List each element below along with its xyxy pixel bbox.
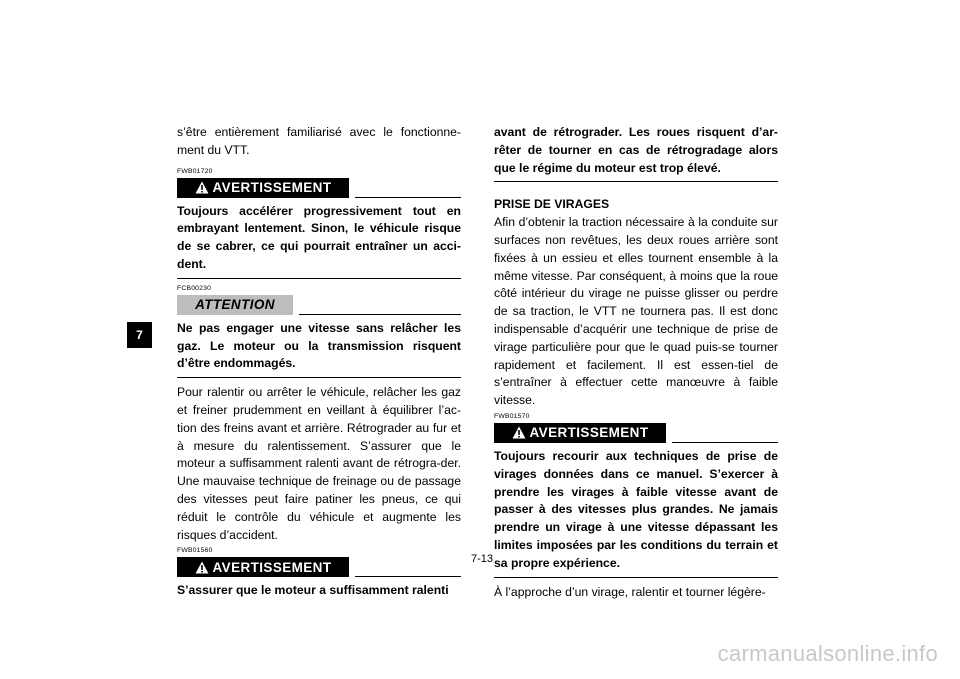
warning-code: FWB01720 [177,167,213,175]
right-column [494,124,778,601]
page-number: 7-13 [470,553,494,565]
attention-text: Ne pas engager une vitesse sans relâcher les gaz. Le moteur ou la transmission risquent d’être endommagés. [177,320,461,371]
chapter-tab: 7 [127,322,152,348]
watermark: carmanualsonline.info [717,641,938,666]
body-text: Afin d’obtenir la traction nécessaire à la conduite sur surfaces non revêtues, les deux roues arrière sont fixées à un essieu et elles tournent ensemble à la même vitesse. Par conséquent, à moins que la roue côté intérieur du virage ne puisse glisser ou perdre de sa traction, le VTT ne tournera pas. Il est donc indispensable d’acquérir une technique de prise de virage particulière pour que le quad puis-se tourner rapidement et facilement. Il est essen-tiel de s’entraîner à effectuer cette manœuvre à faible vitesse. [494,215,778,408]
warning-text: Toujours accélérer progressivement tout en embrayant lentement. Sinon, le véhicule risque de se cabrer, ce qui pourrait entraîner un acci-dent. [177,203,461,271]
warning-code: FWB01570 [494,412,530,420]
warning-banner [494,422,778,443]
warning-triangle-icon [195,181,209,194]
intro-text: s’être entièrement familiarisé avec le fonctionne-ment du VTT. [177,125,461,157]
warning-label: AVERTISSEMENT [212,559,332,575]
warning-banner [177,556,461,577]
attention-label: ATTENTION [177,295,293,315]
warning-text-continued: avant de rétrograder. Les roues risquent d’ar-rêter de tourner en cas de rétrogradage alors que le régime du moteur est trop élevé. [494,125,778,175]
attention-banner [177,294,461,315]
section-heading: PRISE DE VIRAGES [494,197,610,212]
warning-text: S’assurer que le moteur a suffisamment ralenti [177,583,449,598]
left-column [177,124,461,600]
warning-label: AVERTISSEMENT [212,180,332,196]
warning-code: FWB01560 [177,547,213,555]
warning-label: AVERTISSEMENT [529,425,649,441]
warning-text: Toujours recourir aux techniques de prise de virages données dans ce manuel. S’exercer à prendre les virages à faible vitesse avant de passer à des vitesses plus grandes. Ne jamais prendre un virage à une vitesse dépassant les limites imposées par les conditions du terrain et sa propre expérience. [494,448,778,570]
attention-code: FCB00230 [177,284,212,292]
body-text: À l’approche d’un virage, ralentir et tourner légère- [494,584,766,599]
body-text: Pour ralentir ou arrêter le véhicule, relâcher les gaz et freiner prudemment en veillant à équilibrer l’ac-tion des freins avant et arrière. Rétrograder au fur et à mesure du ralentissement. S’assurer que le moteur a suffisamment ralenti avant de rétrogra-der. Une mauvaise technique de freinage ou de passage des vitesses peut faire patiner les pneus, ce qui réduit le contrôle du véhicule et augmente les risques d’accident. [177,385,461,542]
warning-triangle-icon [195,561,209,574]
warning-banner [177,177,461,198]
warning-triangle-icon [512,426,526,439]
